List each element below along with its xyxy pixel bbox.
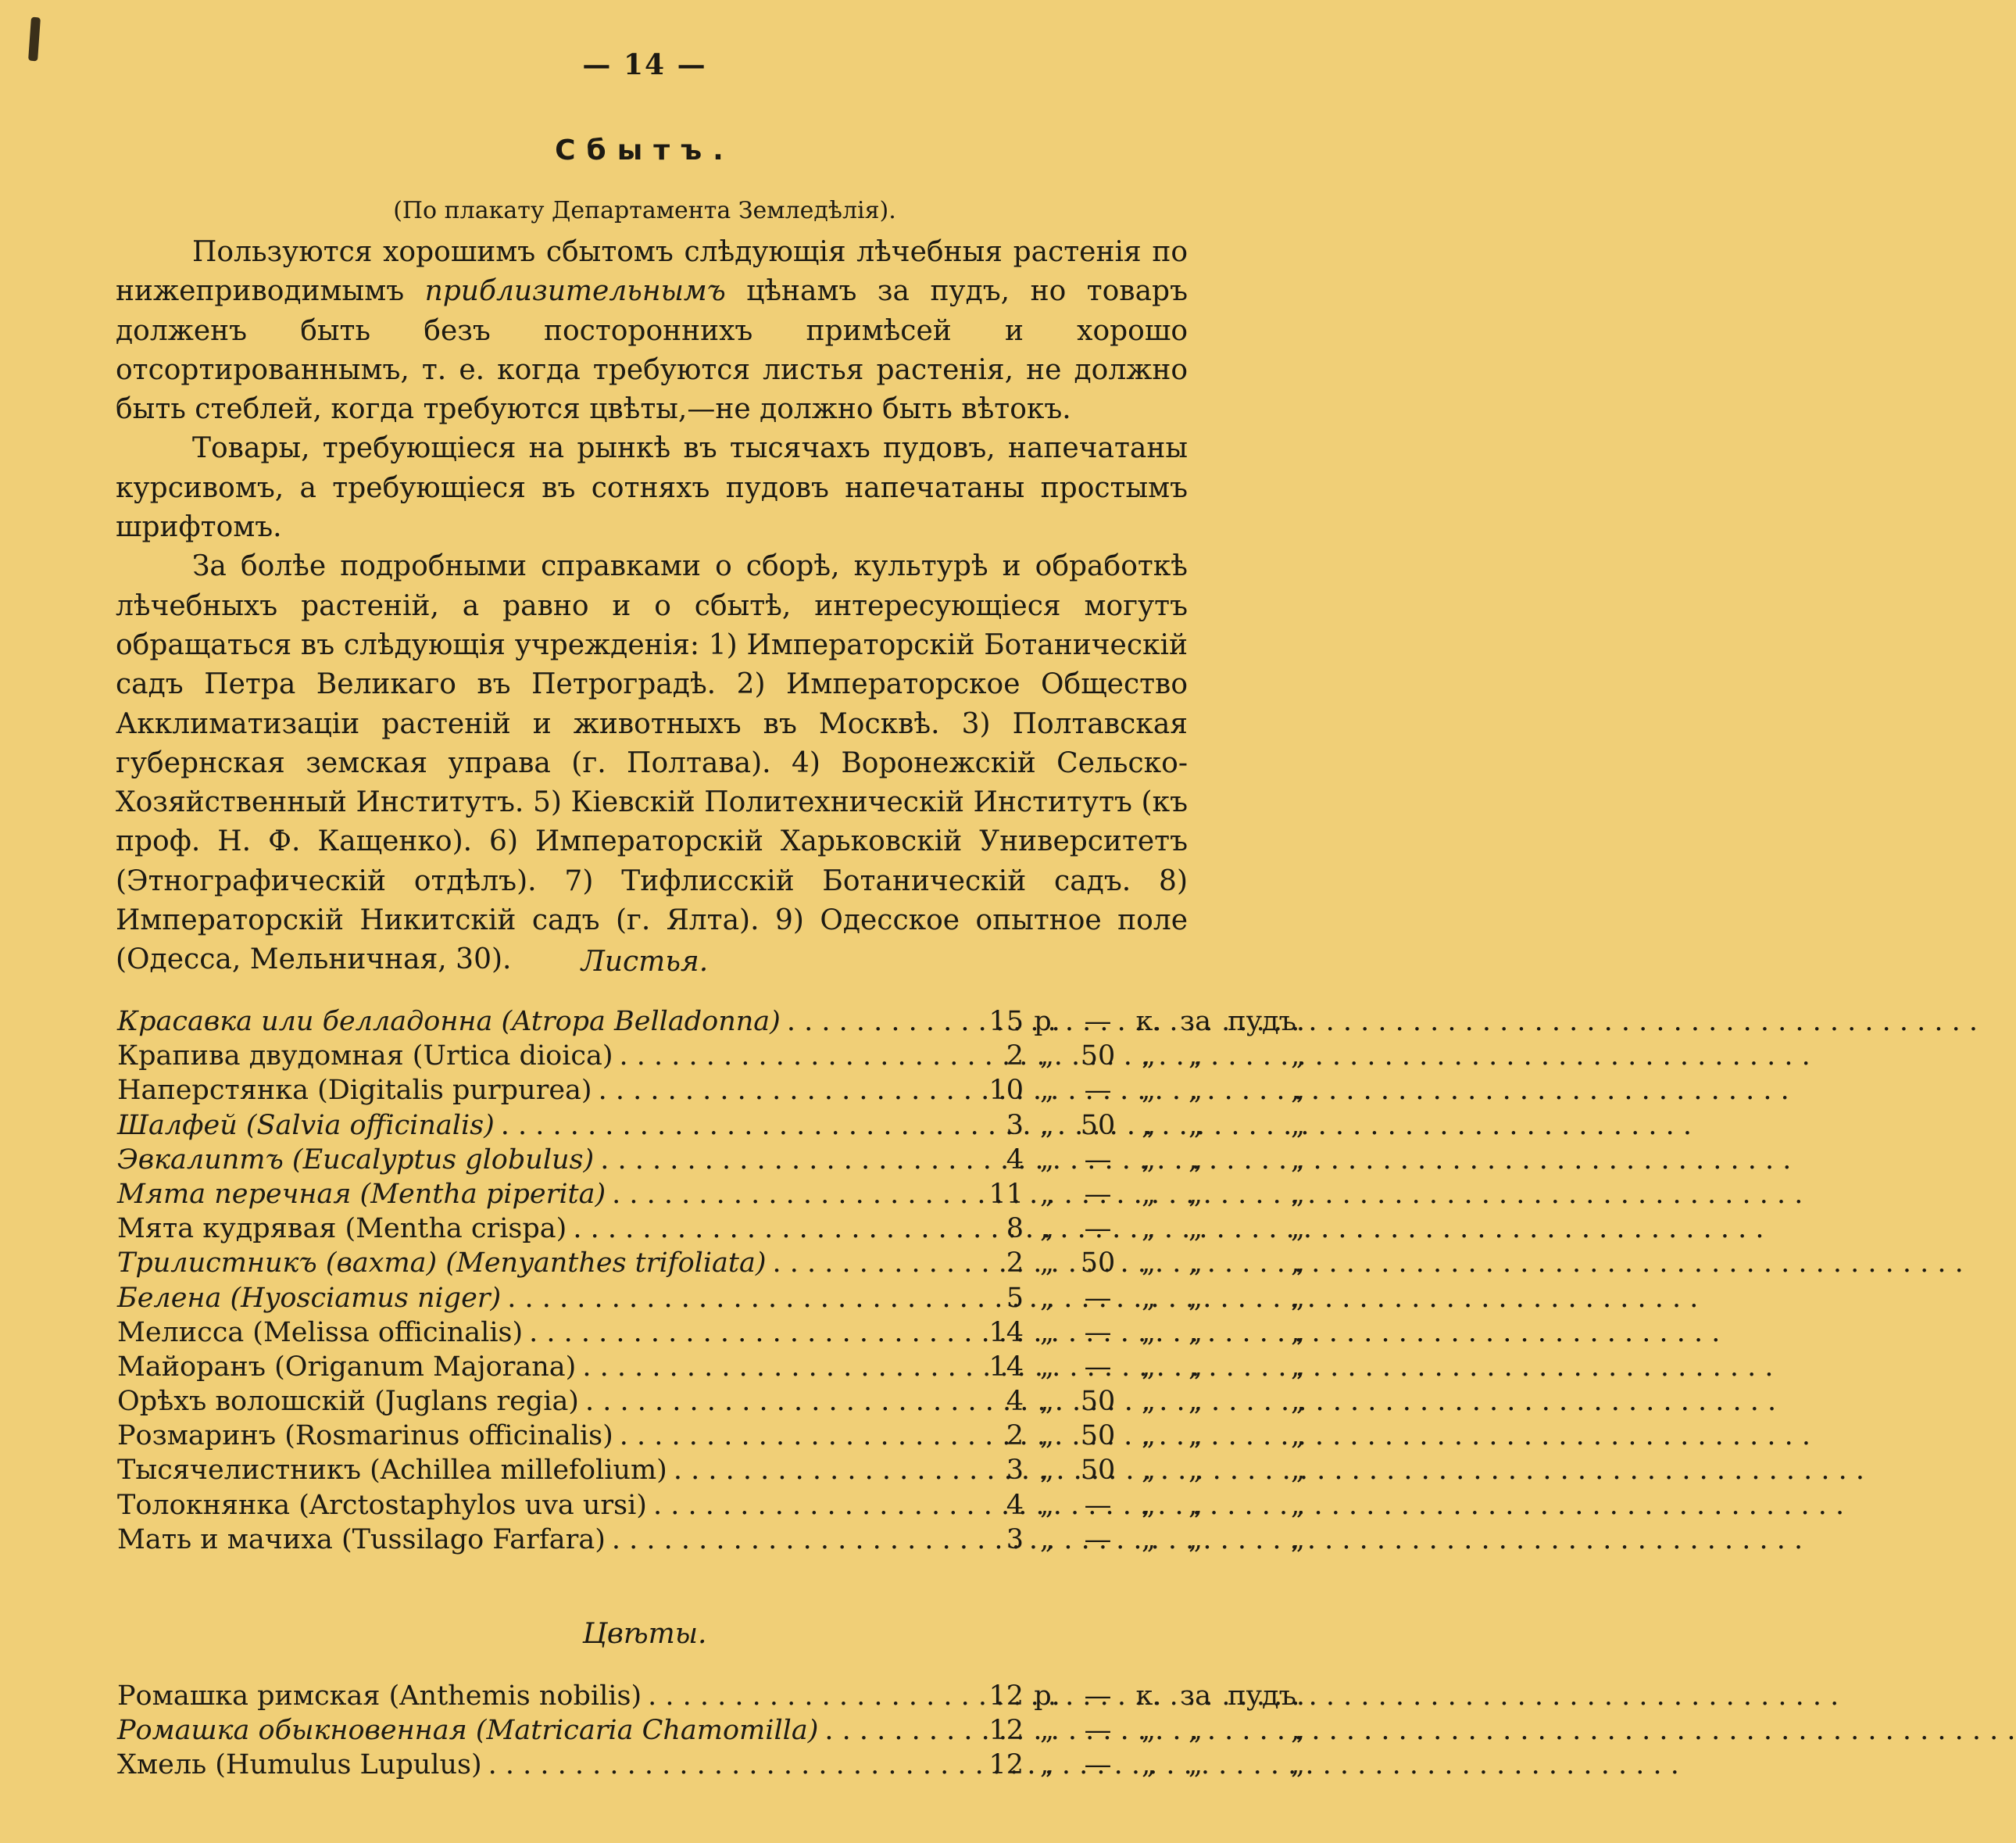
- rubles-unit: „: [1039, 1075, 1055, 1107]
- item-name: Розмаринъ (Rosmarinus officinalis): [117, 1419, 620, 1453]
- list-item: [117, 1488, 1305, 1523]
- list-item: [117, 1211, 1305, 1246]
- per-label: „: [1188, 1282, 1203, 1314]
- item-name-cell: [117, 1073, 899, 1108]
- price-kopecks: 50: [1080, 1455, 1116, 1487]
- item-name: Тысячелистникъ (Achillea millefolium): [117, 1453, 674, 1487]
- per-label: за: [1180, 1006, 1211, 1037]
- rubles-unit: „: [1039, 1749, 1055, 1781]
- price-rubles: 4: [1006, 1386, 1024, 1418]
- rubles-unit: „: [1039, 1351, 1055, 1383]
- list-item: [117, 1419, 1305, 1453]
- list-item: [117, 1713, 1305, 1748]
- price-rubles: 4: [1006, 1143, 1024, 1176]
- kopecks-unit: „: [1141, 1040, 1156, 1072]
- item-name-cell: [117, 1453, 899, 1487]
- pood-label: „: [1290, 1351, 1305, 1383]
- price-kopecks: —: [1084, 1749, 1112, 1781]
- list-item: [117, 1315, 1305, 1350]
- per-label: „: [1188, 1213, 1203, 1245]
- per-label: „: [1188, 1247, 1203, 1279]
- price-rubles: 15: [988, 1006, 1024, 1037]
- list-item: [117, 1004, 1305, 1039]
- item-name-cell: [117, 1108, 899, 1143]
- item-name: Мята перечная (Mentha piperita): [117, 1177, 612, 1211]
- item-name: Мелисса (Melissa officinalis): [117, 1315, 529, 1350]
- item-name: Красавка или белладонна (Atropa Belladonna): [117, 1004, 787, 1039]
- pood-label: „: [1290, 1282, 1305, 1314]
- list-item: [117, 1350, 1305, 1384]
- page-number: — 14 —: [582, 48, 707, 81]
- section-heading-flowers: Цвѣты.: [582, 1618, 707, 1650]
- kopecks-unit: „: [1141, 1489, 1156, 1521]
- kopecks-unit: „: [1141, 1749, 1156, 1781]
- price-rubles: 12: [988, 1680, 1024, 1712]
- kopecks-unit: „: [1141, 1316, 1156, 1348]
- paragraph-3: За болѣе подробными справками о сборѣ, культурѣ и обработкѣ лѣчебныхъ растеній, а равно и о сбытѣ, интересующіеся могутъ обращаться въ слѣдующія учрежденія: 1) Императорскій Ботаническій садъ Петра Великаго въ Петроградѣ. 2) Императорское Общество Акклиматизаціи растеній и животныхъ въ Москвѣ. 3) Полтавская губернская земская управа (г. Полтава). 4) Воронежскій Сельско-Хозяйственный Институтъ. 5) Кіевскій Политехническій Институтъ (къ проф. Н. Ф. Кащенко). 6) Императорскій Харьковскій Университетъ (Этнографическій отдѣлъ). 7) Тифлисскій Ботаническій садъ. 8) Императорскій Никитскій садъ (г. Ялта). 9) Одесское опытное поле (Одесса, Мельничная, 30).: [116, 550, 1188, 976]
- rubles-unit: „: [1039, 1420, 1055, 1452]
- rubles-unit: „: [1039, 1247, 1055, 1279]
- price-kopecks: 50: [1080, 1040, 1116, 1072]
- item-name-cell: [117, 1713, 899, 1748]
- price-rubles: 14: [988, 1351, 1024, 1383]
- kopecks-unit: к.: [1135, 1006, 1162, 1037]
- pood-label: „: [1290, 1143, 1305, 1176]
- pood-label: „: [1290, 1213, 1305, 1245]
- item-name-cell: [117, 1004, 899, 1039]
- per-label: „: [1188, 1109, 1203, 1141]
- price-rubles: 12: [988, 1749, 1024, 1781]
- pood-label: „: [1290, 1178, 1305, 1210]
- per-label: „: [1188, 1386, 1203, 1418]
- per-label: „: [1188, 1420, 1203, 1452]
- per-label: „: [1188, 1178, 1203, 1210]
- per-label: „: [1188, 1351, 1203, 1383]
- item-name: Ромашка римская (Anthemis nobilis): [117, 1679, 648, 1713]
- rubles-unit: „: [1039, 1386, 1055, 1418]
- item-name: Белена (Hyosciamus niger): [117, 1281, 507, 1315]
- pood-label: „: [1290, 1247, 1305, 1279]
- list-item: [117, 1143, 1305, 1177]
- price-kopecks: —: [1084, 1006, 1112, 1037]
- list-item: [117, 1108, 1305, 1143]
- item-name: Орѣхъ волошскій (Juglans regia): [117, 1384, 585, 1419]
- item-name-cell: [117, 1246, 899, 1280]
- price-kopecks: —: [1084, 1213, 1112, 1245]
- price-rubles: 5: [1006, 1282, 1024, 1314]
- price-kopecks: 50: [1080, 1420, 1116, 1452]
- rubles-unit: „: [1039, 1143, 1055, 1176]
- pood-label: „: [1290, 1386, 1305, 1418]
- body-text: [116, 233, 1188, 980]
- price-list-flowers: [117, 1679, 1305, 1783]
- per-label: „: [1188, 1143, 1203, 1176]
- emphasis-text: приблизительнымъ: [424, 275, 726, 308]
- price-rubles: 11: [988, 1178, 1024, 1210]
- item-name-cell: [117, 1177, 899, 1211]
- item-name: Эвкалиптъ (Eucalyptus globulus): [117, 1143, 600, 1177]
- price-kopecks: 50: [1080, 1386, 1116, 1418]
- price-kopecks: —: [1084, 1680, 1112, 1712]
- item-name: Хмель (Humulus Lupulus): [117, 1748, 488, 1782]
- item-name: Мята кудрявая (Mentha crispa): [117, 1211, 573, 1246]
- list-item: [117, 1384, 1305, 1419]
- item-name-cell: [117, 1211, 899, 1246]
- rubles-unit: „: [1039, 1282, 1055, 1314]
- list-item: [117, 1177, 1305, 1211]
- item-name: Майоранъ (Origanum Majorana): [117, 1350, 582, 1384]
- price-rubles: 3: [1006, 1455, 1024, 1487]
- list-item: [117, 1073, 1305, 1108]
- rubles-unit: „: [1039, 1178, 1055, 1210]
- list-item: [117, 1281, 1305, 1315]
- kopecks-unit: „: [1141, 1386, 1156, 1418]
- price-kopecks: —: [1084, 1075, 1112, 1107]
- price-kopecks: —: [1084, 1178, 1112, 1210]
- list-item: [117, 1523, 1305, 1557]
- item-name: Ромашка обыкновенная (Matricaria Chamomilla): [117, 1713, 824, 1748]
- pood-label: „: [1290, 1420, 1305, 1452]
- per-label: „: [1188, 1075, 1203, 1107]
- kopecks-unit: „: [1141, 1213, 1156, 1245]
- item-name: Трилистникъ (вахта) (Menyanthes trifoliata): [117, 1246, 773, 1280]
- rubles-unit: „: [1039, 1213, 1055, 1245]
- list-item: [117, 1039, 1305, 1073]
- pood-label: „: [1290, 1489, 1305, 1521]
- page-title: Сбытъ.: [555, 134, 735, 166]
- rubles-unit: „: [1039, 1316, 1055, 1348]
- per-label: за: [1180, 1680, 1211, 1712]
- price-list-leaves: [117, 1004, 1305, 1557]
- kopecks-unit: „: [1141, 1523, 1156, 1555]
- list-item: [117, 1453, 1305, 1487]
- price-rubles: 2: [1006, 1040, 1024, 1072]
- kopecks-unit: „: [1141, 1075, 1156, 1107]
- pood-label: „: [1290, 1749, 1305, 1781]
- pood-label: „: [1290, 1715, 1305, 1747]
- rubles-unit: „: [1039, 1489, 1055, 1521]
- price-kopecks: —: [1084, 1489, 1112, 1521]
- pood-label: „: [1290, 1316, 1305, 1348]
- price-rubles: 14: [988, 1316, 1024, 1348]
- pood-label: пудъ.: [1228, 1680, 1305, 1712]
- price-rubles: 12: [988, 1715, 1024, 1747]
- rubles-unit: „: [1039, 1455, 1055, 1487]
- paragraph-1: Пользуются хорошимъ сбытомъ слѣдующія лѣчебныя растенія по нижеприводимымъ приблизительнымъ цѣнамъ за пудъ, но товаръ долженъ быть безъ постороннихъ примѣсей и хорошо отсортированнымъ, т. е. когда требуются листья растенія, не должно быть стеблей, когда требуются цвѣты,—не должно быть вѣтокъ.: [116, 236, 1188, 426]
- item-name-cell: [117, 1384, 899, 1419]
- pood-label: „: [1290, 1109, 1305, 1141]
- price-kopecks: —: [1084, 1351, 1112, 1383]
- kopecks-unit: к.: [1135, 1680, 1162, 1712]
- item-name: Мать и мачиха (Tussilago Farfara): [117, 1523, 612, 1557]
- rubles-unit: „: [1039, 1715, 1055, 1747]
- price-rubles: 4: [1006, 1489, 1024, 1521]
- price-kopecks: —: [1084, 1143, 1112, 1176]
- item-name: Наперстянка (Digitalis purpurea): [117, 1073, 599, 1108]
- item-name-cell: [117, 1143, 899, 1177]
- item-name-cell: [117, 1419, 899, 1453]
- pood-label: пудъ.: [1228, 1006, 1305, 1037]
- paragraph-2: Товары, требующіеся на рынкѣ въ тысячахъ пудовъ, напечатаны курсивомъ, а требующіеся въ сотняхъ пудовъ напечатаны простымъ шрифтомъ.: [116, 432, 1188, 544]
- rubles-unit: р.: [1034, 1006, 1060, 1037]
- kopecks-unit: „: [1141, 1420, 1156, 1452]
- price-kopecks: —: [1084, 1523, 1112, 1555]
- price-rubles: 3: [1006, 1109, 1024, 1141]
- item-name-cell: [117, 1748, 899, 1782]
- item-name: Крапива двудомная (Urtica dioica): [117, 1039, 620, 1073]
- per-label: „: [1188, 1489, 1203, 1521]
- rubles-unit: „: [1039, 1523, 1055, 1555]
- per-label: „: [1188, 1749, 1203, 1781]
- per-label: „: [1188, 1040, 1203, 1072]
- item-name-cell: [117, 1488, 899, 1523]
- pood-label: „: [1290, 1455, 1305, 1487]
- pood-label: „: [1290, 1523, 1305, 1555]
- price-rubles: 10: [988, 1075, 1024, 1107]
- page-subtitle: (По плакату Департамента Земледѣлія).: [393, 197, 896, 224]
- section-heading-leaves: Листья.: [581, 946, 709, 978]
- price-kopecks: —: [1084, 1316, 1112, 1348]
- kopecks-unit: „: [1141, 1109, 1156, 1141]
- price-kopecks: 50: [1080, 1247, 1116, 1279]
- price-kopecks: —: [1084, 1715, 1112, 1747]
- price-rubles: 8: [1006, 1213, 1024, 1245]
- per-label: „: [1188, 1455, 1203, 1487]
- item-name-cell: [117, 1523, 899, 1557]
- rubles-unit: „: [1039, 1109, 1055, 1141]
- list-item: [117, 1748, 1305, 1782]
- kopecks-unit: „: [1141, 1715, 1156, 1747]
- per-label: „: [1188, 1316, 1203, 1348]
- kopecks-unit: „: [1141, 1351, 1156, 1383]
- pood-label: „: [1290, 1040, 1305, 1072]
- list-item: [117, 1679, 1305, 1713]
- list-item: [117, 1246, 1305, 1280]
- per-label: „: [1188, 1715, 1203, 1747]
- kopecks-unit: „: [1141, 1178, 1156, 1210]
- rubles-unit: „: [1039, 1040, 1055, 1072]
- kopecks-unit: „: [1141, 1247, 1156, 1279]
- price-rubles: 2: [1006, 1420, 1024, 1452]
- price-rubles: 3: [1006, 1523, 1024, 1555]
- item-name-cell: [117, 1350, 899, 1384]
- price-rubles: 2: [1006, 1247, 1024, 1279]
- item-name: Шалфей (Salvia officinalis): [117, 1108, 501, 1143]
- kopecks-unit: „: [1141, 1143, 1156, 1176]
- item-name-cell: [117, 1315, 899, 1350]
- item-name: Толокнянка (Arctostaphylos uva ursi): [117, 1488, 653, 1523]
- item-name-cell: [117, 1679, 899, 1713]
- price-kopecks: —: [1084, 1282, 1112, 1314]
- price-kopecks: 50: [1080, 1109, 1116, 1141]
- rubles-unit: р.: [1034, 1680, 1060, 1712]
- kopecks-unit: „: [1141, 1455, 1156, 1487]
- kopecks-unit: „: [1141, 1282, 1156, 1314]
- item-name-cell: [117, 1281, 899, 1315]
- item-name-cell: [117, 1039, 899, 1073]
- pood-label: „: [1290, 1075, 1305, 1107]
- per-label: „: [1188, 1523, 1203, 1555]
